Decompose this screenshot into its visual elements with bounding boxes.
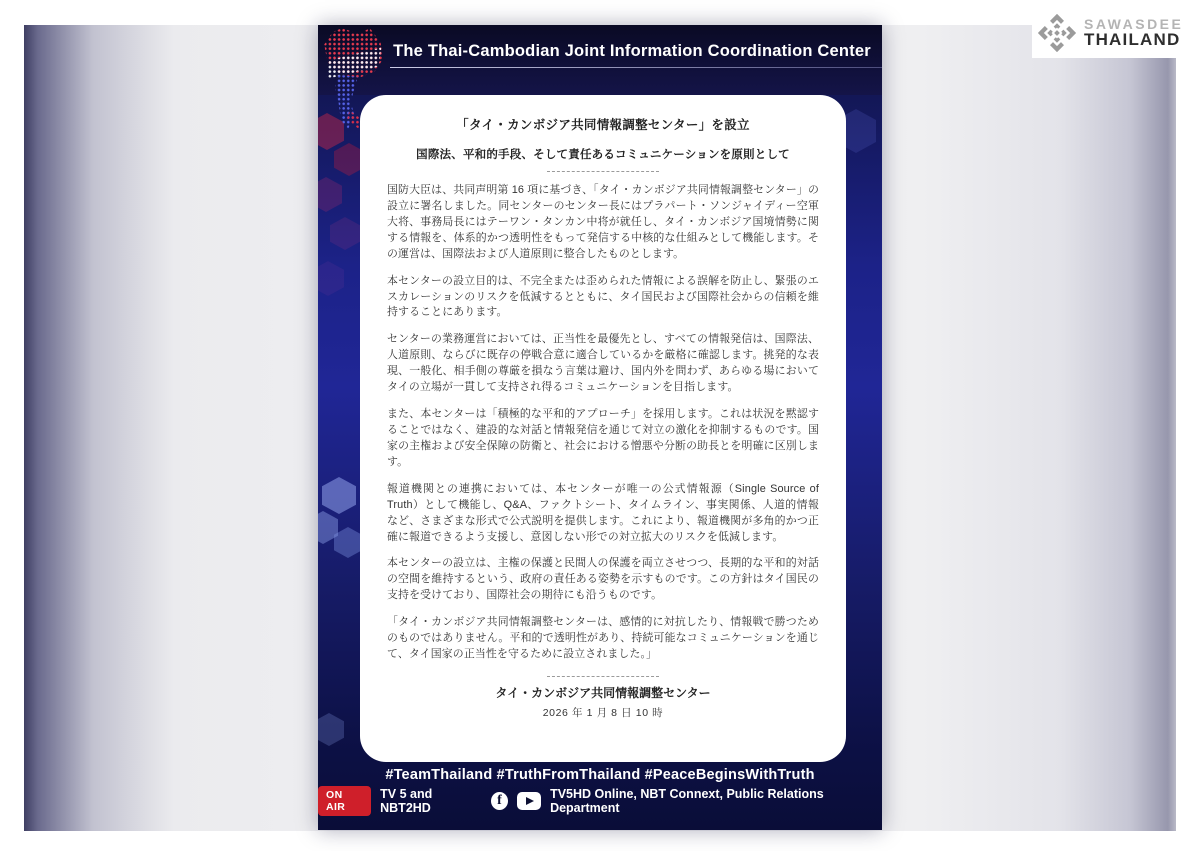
broadcast-row — [318, 786, 882, 816]
hexagon-decoration — [318, 261, 344, 296]
document-subtitle: 国際法、平和的手段、そして責任あるコミュニケーションを原則として — [416, 149, 790, 161]
hashtags-line: #TeamThailand #TruthFromThailand #PeaceBeginsWithTruth — [385, 767, 815, 783]
hexagon-decoration — [318, 177, 342, 212]
brand-name-top: SAWASDEE — [1084, 15, 1184, 32]
youtube-icon — [517, 792, 541, 810]
online-channels-label: TV5HD Online, NBT Connext, Public Relations Department — [550, 787, 824, 815]
document-panel — [360, 95, 846, 762]
facebook-icon — [491, 792, 508, 810]
on-air-badge: ON AIR — [318, 786, 371, 816]
sawasdee-diamond-icon — [1038, 14, 1076, 52]
document-title: 「タイ・カンボジア共同情報調整センター」を設立 — [456, 118, 750, 132]
paragraph-3: センターの業務運営においては、正当性を最優先とし、すべての情報発信は、国際法、人道原則、ならびに既存の停戦合意に適合しているかを厳格に確認します。挑発的な表現、一般化、相手側の尊厳を損なう言葉は避け、国内外を問わず、あらゆる場においてタイの立場が一貫して支持され得るコミュニケーションを目指します。 — [387, 333, 819, 394]
brand-text — [1084, 17, 1183, 50]
signature-name: タイ・カンボジア共同情報調整センター — [495, 685, 711, 700]
broadcast-channels-label: TV 5 and NBT2HD — [380, 787, 433, 815]
hexagon-decoration — [318, 713, 344, 746]
brand-name-bottom: THAILAND — [1084, 30, 1181, 50]
dashed-divider — [547, 676, 659, 677]
signature-block — [387, 676, 819, 720]
center-title: The Thai-Cambodian Joint Information Coordination Center — [393, 42, 871, 60]
paragraph-6: 本センターの設立は、主権の保護と民間人の保護を両立させつつ、長期的な平和的対話の空間を維持するという、政府の責任ある姿勢を示すものです。この方針はタイ国民の支持を受けており、国際社会の期待にも沿うものです。 — [387, 557, 819, 602]
paragraph-4: また、本センターは「積極的な平和的アプローチ」を採用します。これは状況を黙認することではなく、建設的な対話と情報発信を通じて対立の激化を抑制するものです。国家の主権および安全保障の防衛と、社会における憎悪や分断の助長とを明確に区別します。 — [387, 408, 819, 468]
signature-datetime: 2026 年 1 月 8 日 10 時 — [542, 706, 664, 719]
card-header — [318, 25, 882, 95]
paragraph-2: 本センターの設立目的は、不完全または歪められた情報による誤解を防止し、緊張のエスカレーションのリスクを低減するとともに、タイ国民および国際社会からの信頼を維持することにあります。 — [387, 274, 819, 319]
paragraph-quote: 「タイ・カンボジア共同情報調整センターは、感情的に対抗したり、情報戦で勝つためのものではありません。平和的で透明性があり、持続可能なコミュニケーションを通じて、タイ国家の正当性を守るために設立されました。」 — [387, 616, 819, 661]
paragraph-1: 国防大臣は、共同声明第 16 項に基づき、「タイ・カンボジア共同情報調整センター」の設立に署名しました。同センターのセンター長にはプラパート・ソンジャイディー空軍大将、事務局長にはテーワン・タンカン中将が就任し、タイ・カンボジア国境情勢に関する情報を、体系的かつ透明性をもって発信する中核的な仕組みとして機能します。その運営は、国際法および人道原則に整合したものとします。 — [387, 184, 819, 260]
sawasdee-thailand-logo — [1032, 8, 1190, 58]
hexagon-decoration — [322, 477, 356, 514]
hexagon-decoration — [334, 527, 362, 558]
header-divider — [390, 67, 882, 68]
paragraph-5: 報道機関との連携においては、本センターが唯一の公式情報源（Single Source of Truth）として機能し、Q&A、ファクトシート、タイムライン、事実関係、人道的情報など、さまざまな形式で公式説明を提供します。これにより、報道機関が多角的かつ正確に報道できるよう支援し、意図しない形での対立拡大のリスクを低減します。 — [387, 482, 819, 543]
hexagon-decoration — [330, 217, 360, 250]
dashed-divider — [547, 171, 659, 172]
announcement-card — [318, 25, 882, 830]
